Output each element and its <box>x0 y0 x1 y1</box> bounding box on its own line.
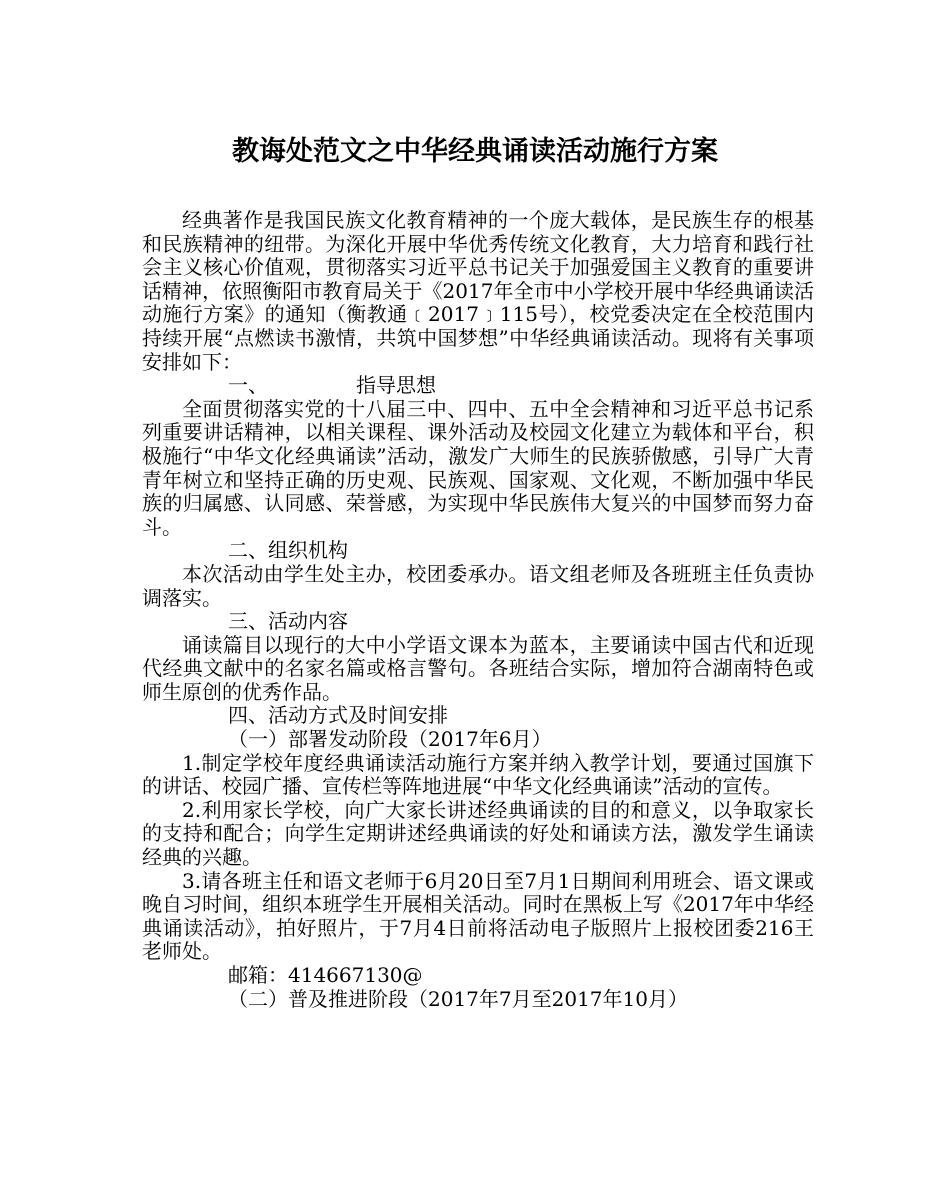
organization-paragraph: 本次活动由学生处主办，校团委承办。语文组老师及各班班主任负责协调落实。 <box>142 561 814 610</box>
section-heading-organization: 二、组织机构 <box>228 538 348 563</box>
document-body <box>142 209 814 1011</box>
content-paragraph: 诵读篇目以现行的大中小学语文课本为蓝本，主要诵读中国古代和近现代经典文献中的名家名篇或格言警句。各班结合实际，增加符合湖南特色或师生原创的优秀作品。 <box>142 632 814 704</box>
email-line: 邮箱：414667130@ <box>228 963 423 987</box>
section-heading-text: 指导思想 <box>356 373 436 398</box>
section-number: 一、 <box>228 373 268 398</box>
guiding-ideology-paragraph: 全面贯彻落实党的十八届三中、四中、五中全会精神和习近平总书记系列重要讲话精神，以相关课程、课外活动及校园文化建立为载体和平台，积极施行“中华文化经典诵读”活动，激发广大师生的民族骄傲感，引导广大青青年树立和坚持正确的历史观、民族观、国家观、文化观，不断加强中华民族的归属感、认同感、荣誉感，为实现中华民族伟大复兴的中国梦而努力奋斗。 <box>142 396 814 539</box>
deployment-item-1: 1.制定学校年度经典诵读活动施行方案并纳入教学计划，要通过国旗下的讲话、校园广播、宣传栏等阵地进展“中华文化经典诵读”活动的宣传。 <box>142 750 814 799</box>
subsection-heading-promotion: （二）普及推进阶段（2017年7月至2017年10月） <box>228 986 688 1011</box>
intro-paragraph: 经典著作是我国民族文化教育精神的一个庞大载体，是民族生存的根基和民族精神的纽带。为深化开展中华优秀传统文化教育，大力培育和践行社会主义核心价值观，贯彻落实习近平总书记关于加强爱国主义教育的重要讲话精神，依照衡阳市教育局关于《2017年全市中小学校开展中华经典诵读活动施行方案》的通知（衡教通﹝2017﹞115号），校党委决定在全校范围内持续开展“点燃读书激情，共筑中国梦想”中华经典诵读活动。现将有关事项安排如下： <box>142 208 814 374</box>
deployment-item-2: 2.利用家长学校，向广大家长讲述经典诵读的目的和意义，以争取家长的支持和配合；向学生定期讲述经典诵读的好处和诵读方法，激发学生诵读经典的兴趣。 <box>142 797 814 870</box>
section-heading-content: 三、活动内容 <box>228 609 348 634</box>
subsection-heading-deployment: （一）部署发动阶段（2017年6月） <box>228 727 552 752</box>
document-title: 教诲处范文之中华经典诵读活动施行方案 <box>232 136 718 167</box>
section-heading-guiding-ideology <box>142 374 814 398</box>
section-heading-schedule: 四、活动方式及时间安排 <box>228 703 448 728</box>
deployment-item-3: 3.请各班主任和语文老师于6月20日至7月1日期间利用班会、语文课或晚自习时间，组织本班学生开展相关活动。同时在黑板上写《2017年中华经典诵读活动》，拍好照片，于7月4日前将活动电子版照片上报校团委216王老师处。 <box>142 868 814 964</box>
